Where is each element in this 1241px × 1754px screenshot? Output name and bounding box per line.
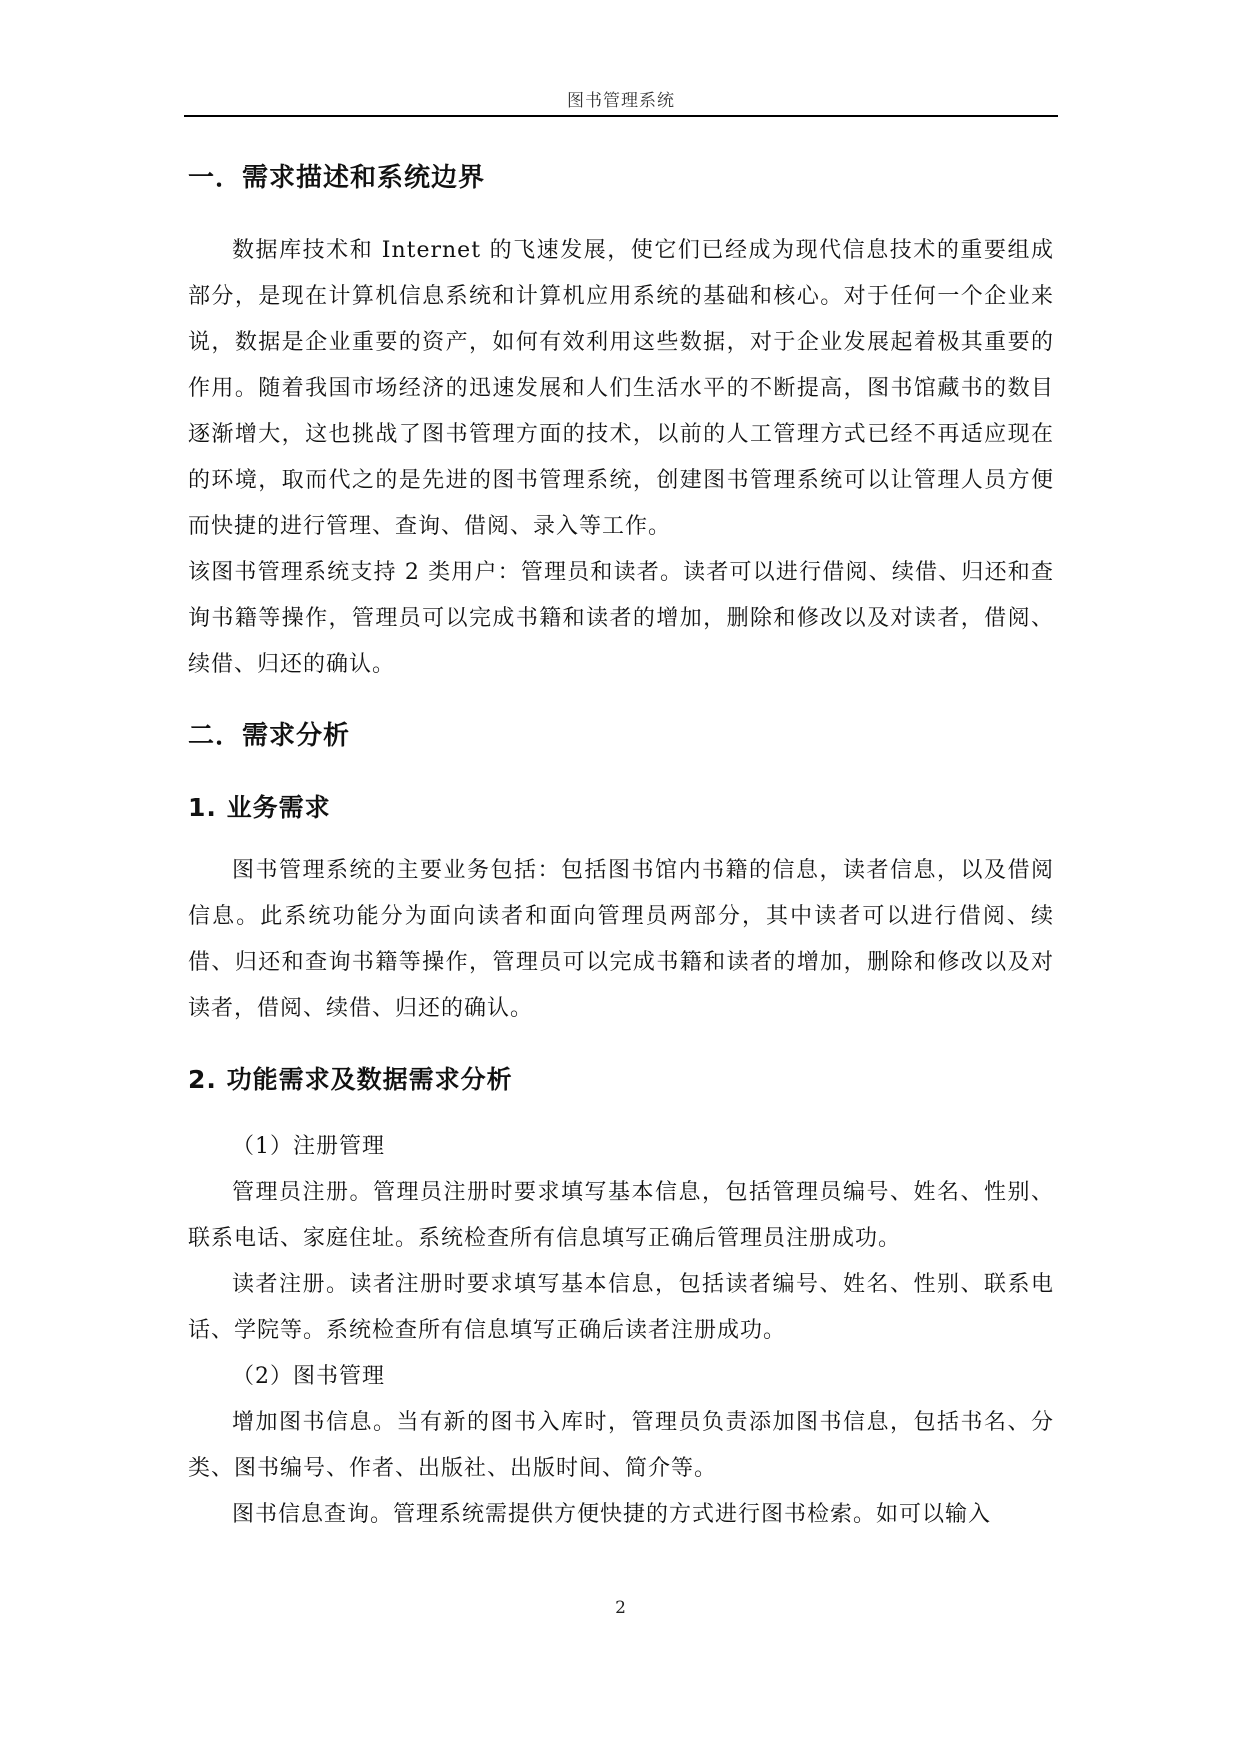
paragraph: 图书信息查询。管理系统需提供方便快捷的方式进行图书检索。如可以输入 (232, 1502, 992, 1527)
paragraph: 图书管理系统的主要业务包括：包括图书馆内书籍的信息，读者信息，以及借阅信息。此系统功能分为面向读者和面向管理员两部分，其中读者可以进行借阅、续借、归还和查询书籍等操作，管理员可以完成书籍和读者的增加，删除和修改以及对读者，借阅、续借、归还的确认。 (188, 858, 1054, 1021)
subsection-heading-2: 2. 功能需求及数据需求分析 (188, 1065, 513, 1094)
list-item-label: （2）图书管理 (232, 1364, 385, 1389)
page-number: 2 (615, 1598, 626, 1618)
paragraph: 该图书管理系统支持 2 类用户：管理员和读者。读者可以进行借阅、续借、归还和查询书籍等操作，管理员可以完成书籍和读者的增加，删除和修改以及对读者，借阅、续借、归还的确认。 (188, 560, 1054, 677)
running-header: 图书管理系统 (567, 91, 675, 111)
paragraph: 增加图书信息。当有新的图书入库时，管理员负责添加图书信息，包括书名、分类、图书编号、作者、出版社、出版时间、简介等。 (188, 1410, 1054, 1481)
list-item-label: （1）注册管理 (232, 1134, 385, 1159)
page-body (188, 160, 1054, 1538)
header-rule (184, 115, 1058, 117)
section-heading-1: 一．需求描述和系统边界 (188, 163, 486, 193)
subsection-heading-1: 1. 业务需求 (188, 793, 331, 822)
paragraph: 数据库技术和 Internet 的飞速发展，使它们已经成为现代信息技术的重要组成部分，是现在计算机信息系统和计算机应用系统的基础和核心。对于任何一个企业来说，数据是企业重要的资产，如何有效利用这些数据，对于企业发展起着极其重要的作用。随着我国市场经济的迅速发展和人们生活水平的不断提高，图书馆藏书的数目逐渐增大，这也挑战了图书管理方面的技术，以前的人工管理方式已经不再适应现在的环境，取而代之的是先进的图书管理系统，创建图书管理系统可以让管理人员方便而快捷的进行管理、查询、借阅、录入等工作。 (188, 238, 1054, 539)
paragraph: 管理员注册。管理员注册时要求填写基本信息，包括管理员编号、姓名、性别、联系电话、家庭住址。系统检查所有信息填写正确后管理员注册成功。 (188, 1180, 1054, 1251)
paragraph: 读者注册。读者注册时要求填写基本信息，包括读者编号、姓名、性别、联系电话、学院等。系统检查所有信息填写正确后读者注册成功。 (188, 1272, 1054, 1343)
section-heading-2: 二．需求分析 (188, 721, 351, 751)
